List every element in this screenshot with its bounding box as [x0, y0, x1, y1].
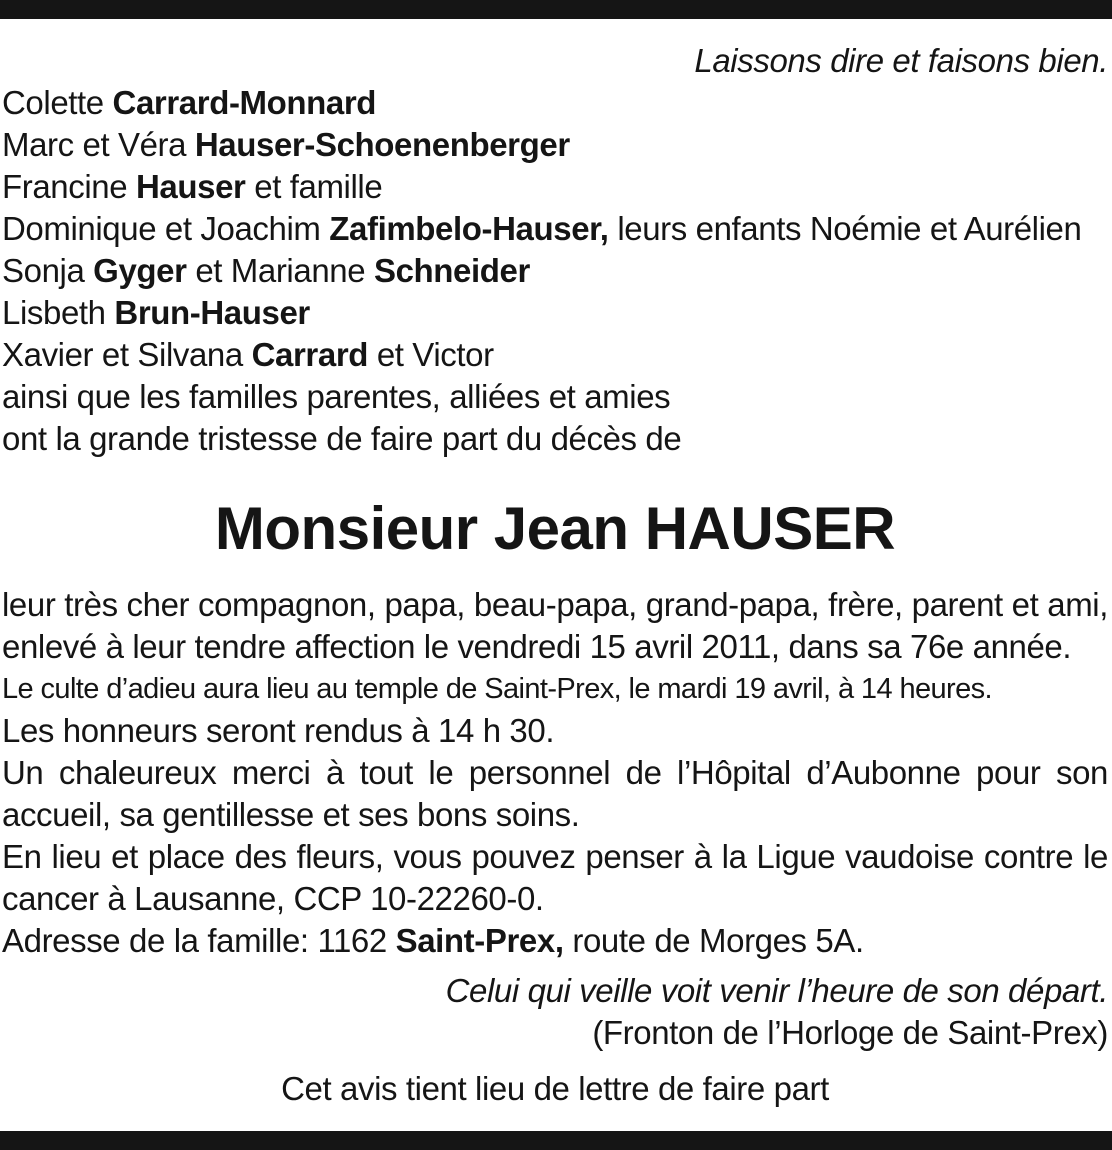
motto: Laissons dire et faisons bien. [694, 42, 1108, 79]
family-line-7-name: Carrard [251, 336, 369, 373]
family-line-2-name: Hauser-Schoenenberger [194, 126, 570, 163]
donation-paragraph: En lieu et place des fleurs, vous pouvez penser à la Ligue vaudoise contre le cancer à Lausanne, CCP 10-22260-0. [2, 838, 1108, 917]
family-line-7 [2, 334, 1108, 376]
bottom-rule [0, 1131, 1112, 1150]
announce-line: ont la grande tristesse de faire part du décès de [2, 420, 682, 457]
family-line-1-pre: Colette [2, 84, 113, 121]
family-line-6 [2, 292, 1108, 334]
family-line-5-post: et Marianne [186, 252, 374, 289]
family-line-2 [2, 124, 1108, 166]
family-line-4-name: Zafimbelo-Hauser, [329, 210, 609, 247]
family-line-7-post: et Victor [368, 336, 494, 373]
family-address [2, 920, 1108, 962]
family-line-5 [2, 250, 1108, 292]
thanks-paragraph: Un chaleureux merci à tout le personnel de l’Hôpital d’Aubonne pour son accueil, sa gentillesse et ses bons soins. [2, 754, 1108, 833]
family-line-5-pre: Sonja [2, 252, 94, 289]
family-line-6-pre: Lisbeth [2, 294, 115, 331]
family-line-5-name: Gyger [93, 252, 187, 289]
family-line-1-name: Carrard-Monnard [112, 84, 377, 121]
family-line-5-name2: Schneider [373, 252, 530, 289]
service-details: Le culte d’adieu aura lieu au temple de Saint-Prex, le mardi 19 avril, à 14 heures. [2, 673, 992, 705]
family-line-4-post: leurs enfants Noémie et Aurélien [608, 210, 1082, 247]
family-line-4 [2, 208, 1108, 250]
family-line-3-name: Hauser [135, 168, 246, 205]
closing-quote: Celui qui veille voit venir l’heure de son départ. [445, 972, 1108, 1009]
family-line-2-pre: Marc et Véra [2, 126, 195, 163]
family-line-3-post: et famille [245, 168, 383, 205]
family-line-1 [2, 82, 1108, 124]
footer-note: Cet avis tient lieu de lettre de faire part [281, 1070, 829, 1107]
family-line-3-pre: Francine [2, 168, 136, 205]
relatives-line: ainsi que les familles parentes, alliées et amies [2, 378, 671, 415]
family-line-3 [2, 166, 1108, 208]
honors-details: Les honneurs seront rendus à 14 h 30. [2, 712, 555, 749]
family-line-4-pre: Dominique et Joachim [2, 210, 330, 247]
obituary-notice [2, 40, 1108, 1110]
address-town: Saint-Prex, [395, 922, 564, 959]
address-pre: Adresse de la famille: 1162 [2, 922, 396, 959]
family-line-6-name: Brun-Hauser [114, 294, 310, 331]
address-post: route de Morges 5A. [563, 922, 864, 959]
tribute-paragraph: leur très cher compagnon, papa, beau-papa, grand-papa, frère, parent et ami, enlevé à leur tendre affection le vendredi 15 avril 2011, dans sa 76e année. [2, 586, 1108, 665]
family-line-7-pre: Xavier et Silvana [2, 336, 252, 373]
deceased-name: Monsieur Jean HAUSER [214, 495, 896, 562]
top-rule [0, 0, 1112, 19]
quote-source: (Fronton de l’Horloge de Saint-Prex) [592, 1014, 1108, 1051]
